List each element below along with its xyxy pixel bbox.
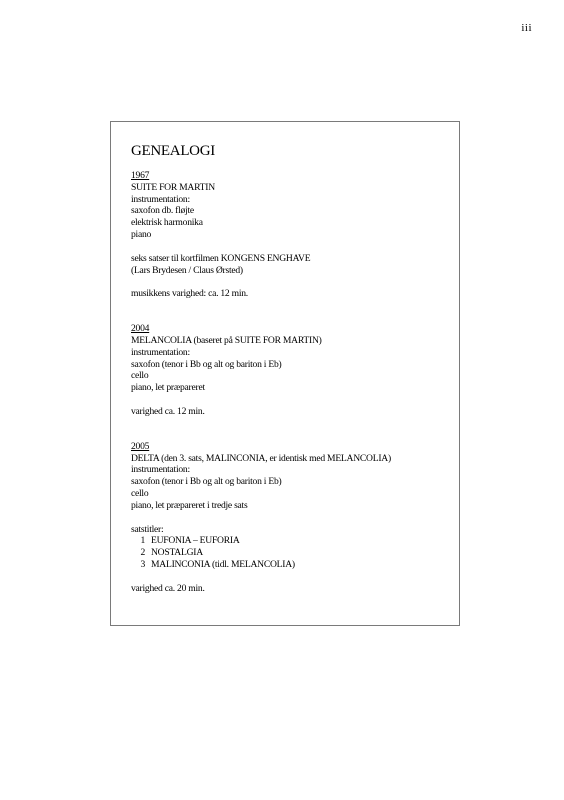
- instrument-2005-3: piano, let præpareret i tredje sats: [131, 499, 248, 511]
- movement-number: 2: [140, 547, 145, 559]
- work-title-2005: DELTA (den 3. sats, MALINCONIA, er identisk med MELANCOLIA): [131, 452, 391, 464]
- description-1967-2: (Lars Brydesen / Claus Ørsted): [131, 264, 243, 276]
- movement-title: EUFONIA – EUFORIA: [151, 535, 240, 547]
- instrument-2004-2: cello: [131, 370, 149, 382]
- instrument-2004-1: saxofon (tenor i Bb og alt og bariton i Eb): [131, 358, 282, 370]
- year-1967: 1967: [131, 170, 150, 181]
- movement-number: 3: [140, 558, 145, 570]
- instrumentation-label-2005: instrumentation:: [131, 464, 190, 476]
- content-frame: [110, 121, 460, 626]
- movement-title: MALINCONIA (tidl. MELANCOLIA): [151, 558, 295, 570]
- duration-2004: varighed ca. 12 min.: [131, 405, 205, 417]
- duration-1967: musikkens varighed: ca. 12 min.: [131, 288, 248, 300]
- year-2005: 2005: [131, 440, 150, 452]
- instrument-2004-3: piano, let præpareret: [131, 382, 205, 394]
- movement-item: [131, 535, 449, 547]
- page-title: GENEALOGI: [131, 143, 215, 159]
- work-title-1967: SUITE FOR MARTIN: [131, 181, 215, 193]
- instrument-1967-2: elektrisk harmonika: [131, 217, 203, 229]
- instrument-1967-3: piano: [131, 228, 152, 240]
- movement-number: 1: [140, 535, 145, 547]
- movement-title: NOSTALGIA: [151, 547, 203, 559]
- instrumentation-label-1967: instrumentation:: [131, 193, 190, 205]
- year-2004: 2004: [131, 323, 150, 335]
- description-1967-1: seks satser til kortfilmen KONGENS ENGHAVE: [131, 252, 311, 264]
- instrument-1967-1: saxofon db. fløjte: [131, 205, 194, 217]
- page-number: iii: [521, 22, 532, 34]
- movements-label: satstitler:: [131, 523, 164, 535]
- content-body: [131, 142, 449, 595]
- movement-item: [131, 559, 449, 571]
- movement-item: [131, 547, 449, 559]
- work-title-2004: MELANCOLIA (baseret på SUITE FOR MARTIN): [131, 334, 322, 346]
- duration-2005: varighed ca. 20 min.: [131, 582, 205, 594]
- instrument-2005-2: cello: [131, 487, 149, 499]
- instrumentation-label-2004: instrumentation:: [131, 346, 190, 358]
- instrument-2005-1: saxofon (tenor i Bb og alt og bariton i Eb): [131, 476, 282, 488]
